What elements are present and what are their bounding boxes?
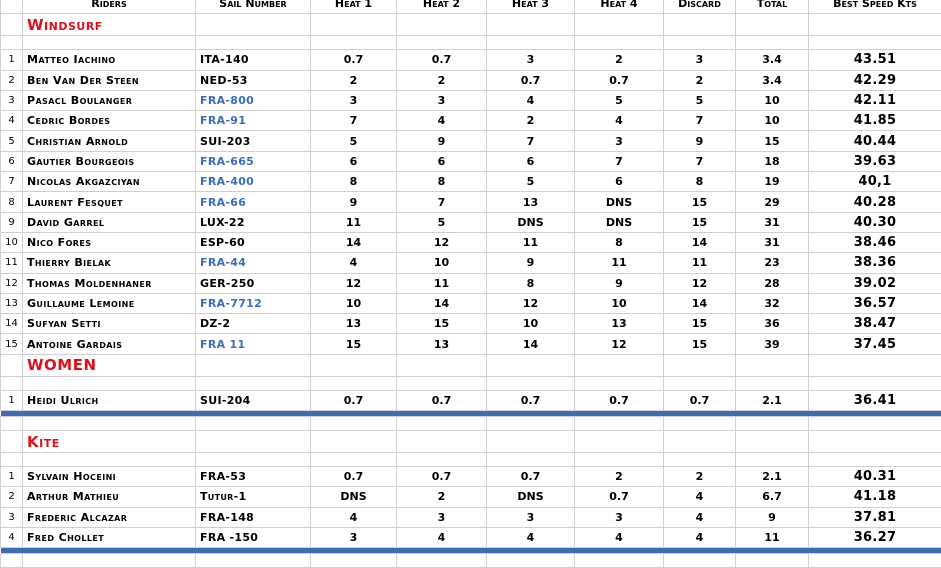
best-speed-cell: 38.47	[809, 314, 941, 334]
best-speed-cell: 39.63	[809, 151, 941, 171]
heat-2-cell: 4	[397, 111, 487, 131]
heat-3-cell: 0.7	[487, 467, 575, 487]
sail-number-cell: FRA-66	[196, 192, 311, 212]
heat-4-cell: 2	[575, 467, 664, 487]
heat-3-cell: 3	[487, 50, 575, 70]
header-riders: Riders	[23, 0, 196, 14]
heat-3-cell: 10	[487, 314, 575, 334]
best-speed-cell: 36.41	[809, 390, 941, 410]
sail-number-cell: FRA-7712	[196, 293, 311, 313]
header-heat-4: Heat 4	[575, 0, 664, 14]
rank-cell: 4	[1, 527, 23, 547]
heat-3-cell: 7	[487, 131, 575, 151]
heat-4-cell: 0.7	[575, 487, 664, 507]
total-cell: 29	[736, 192, 809, 212]
heat-4-cell: 8	[575, 232, 664, 252]
heat-4-cell: 6	[575, 172, 664, 192]
sail-number-cell: FRA-800	[196, 90, 311, 110]
table-row	[1, 111, 941, 131]
table-row	[1, 232, 941, 252]
sail-number-cell: FRA -150	[196, 527, 311, 547]
best-speed-cell: 38.36	[809, 253, 941, 273]
heat-4-cell: 13	[575, 314, 664, 334]
rank-cell: 1	[1, 467, 23, 487]
best-speed-cell: 41.18	[809, 487, 941, 507]
heat-2-cell: 2	[397, 487, 487, 507]
rider-name-cell: Arthur Mathieu	[23, 487, 196, 507]
total-cell: 10	[736, 90, 809, 110]
sail-number-cell: GER-250	[196, 273, 311, 293]
sail-number-cell: FRA 11	[196, 334, 311, 354]
heat-2-cell: 2	[397, 70, 487, 90]
rider-name-cell: David Garrel	[23, 212, 196, 232]
table-row	[1, 467, 941, 487]
table-row	[1, 172, 941, 192]
spacer-row	[1, 376, 941, 390]
heat-2-cell: 3	[397, 507, 487, 527]
heat-2-cell: 15	[397, 314, 487, 334]
heat-3-cell: 8	[487, 273, 575, 293]
rider-name-cell: Fred Chollet	[23, 527, 196, 547]
table-row	[1, 192, 941, 212]
best-speed-cell: 40.28	[809, 192, 941, 212]
best-speed-cell: 37.81	[809, 507, 941, 527]
best-speed-cell: 42.29	[809, 70, 941, 90]
heat-1-cell: 15	[311, 334, 397, 354]
total-cell: 3.4	[736, 50, 809, 70]
heat-1-cell: 0.7	[311, 467, 397, 487]
rank-cell: 14	[1, 314, 23, 334]
discard-cell: 2	[664, 467, 736, 487]
heat-3-cell: 11	[487, 232, 575, 252]
rider-name-cell: Sylvain Hoceini	[23, 467, 196, 487]
heat-4-cell: DNS	[575, 192, 664, 212]
header-pos	[1, 0, 23, 14]
sail-number-cell: ITA-140	[196, 50, 311, 70]
heat-3-cell: 13	[487, 192, 575, 212]
heat-3-cell: 2	[487, 111, 575, 131]
heat-2-cell: 10	[397, 253, 487, 273]
rank-cell: 5	[1, 131, 23, 151]
heat-4-cell: 0.7	[575, 70, 664, 90]
rider-name-cell: Ben Van Der Steen	[23, 70, 196, 90]
table-row	[1, 70, 941, 90]
heat-4-cell: 11	[575, 253, 664, 273]
rank-cell: 6	[1, 151, 23, 171]
total-cell: 23	[736, 253, 809, 273]
heat-4-cell: DNS	[575, 212, 664, 232]
rank-cell: 3	[1, 507, 23, 527]
header-total: Total	[736, 0, 809, 14]
table-row	[1, 507, 941, 527]
total-cell: 31	[736, 212, 809, 232]
total-cell: 2.1	[736, 467, 809, 487]
heat-1-cell: 4	[311, 253, 397, 273]
rider-name-cell: Nico Fores	[23, 232, 196, 252]
best-speed-cell: 36.27	[809, 527, 941, 547]
heat-1-cell: 14	[311, 232, 397, 252]
discard-cell: 7	[664, 151, 736, 171]
best-speed-cell: 39.02	[809, 273, 941, 293]
heat-4-cell: 5	[575, 90, 664, 110]
heat-4-cell: 3	[575, 507, 664, 527]
heat-4-cell: 7	[575, 151, 664, 171]
discard-cell: 15	[664, 192, 736, 212]
spacer-row	[1, 453, 941, 467]
discard-cell: 14	[664, 232, 736, 252]
rider-name-cell: Frederic Alcazar	[23, 507, 196, 527]
rider-name-cell: Thomas Moldenhaner	[23, 273, 196, 293]
heat-2-cell: 3	[397, 90, 487, 110]
table-row	[1, 50, 941, 70]
heat-2-cell: 7	[397, 192, 487, 212]
sail-number-cell: FRA-44	[196, 253, 311, 273]
section-title-kite: Kite	[23, 431, 196, 453]
heat-3-cell: 12	[487, 293, 575, 313]
heat-2-cell: 12	[397, 232, 487, 252]
best-speed-cell: 40,1	[809, 172, 941, 192]
best-speed-cell: 37.45	[809, 334, 941, 354]
best-speed-cell: 40.31	[809, 467, 941, 487]
sail-number-cell: DZ-2	[196, 314, 311, 334]
sail-number-cell: NED-53	[196, 70, 311, 90]
table-row	[1, 293, 941, 313]
table-row	[1, 131, 941, 151]
table-row	[1, 527, 941, 547]
heat-1-cell: 12	[311, 273, 397, 293]
total-cell: 15	[736, 131, 809, 151]
sail-number-cell: SUI-204	[196, 390, 311, 410]
table-row	[1, 212, 941, 232]
rank-cell: 9	[1, 212, 23, 232]
table-row	[1, 90, 941, 110]
windsurf-results	[1, 50, 941, 354]
table-row	[1, 151, 941, 171]
discard-cell: 11	[664, 253, 736, 273]
heat-3-cell: 0.7	[487, 70, 575, 90]
header-heat-3: Heat 3	[487, 0, 575, 14]
heat-2-cell: 0.7	[397, 467, 487, 487]
heat-1-cell: 3	[311, 527, 397, 547]
total-cell: 3.4	[736, 70, 809, 90]
section-row-windsurf	[1, 14, 941, 36]
rank-cell: 8	[1, 192, 23, 212]
discard-cell: 15	[664, 334, 736, 354]
heat-3-cell: 3	[487, 507, 575, 527]
heat-1-cell: 2	[311, 70, 397, 90]
rank-cell: 2	[1, 70, 23, 90]
total-cell: 31	[736, 232, 809, 252]
discard-cell: 8	[664, 172, 736, 192]
heat-1-cell: 11	[311, 212, 397, 232]
heat-3-cell: 6	[487, 151, 575, 171]
section-row-kite	[1, 431, 941, 453]
table-row	[1, 273, 941, 293]
heat-2-cell: 5	[397, 212, 487, 232]
heat-1-cell: 8	[311, 172, 397, 192]
heat-1-cell: 0.7	[311, 390, 397, 410]
sail-number-cell: SUI-203	[196, 131, 311, 151]
heat-1-cell: 10	[311, 293, 397, 313]
heat-4-cell: 4	[575, 111, 664, 131]
rank-cell: 13	[1, 293, 23, 313]
heat-2-cell: 13	[397, 334, 487, 354]
total-cell: 10	[736, 111, 809, 131]
discard-cell: 4	[664, 507, 736, 527]
best-speed-cell: 38.46	[809, 232, 941, 252]
heat-3-cell: DNS	[487, 212, 575, 232]
heat-1-cell: 9	[311, 192, 397, 212]
heat-2-cell: 11	[397, 273, 487, 293]
heat-2-cell: 4	[397, 527, 487, 547]
sail-number-cell: FRA-91	[196, 111, 311, 131]
sail-number-cell: FRA-148	[196, 507, 311, 527]
sail-number-cell: FRA-53	[196, 467, 311, 487]
discard-cell: 14	[664, 293, 736, 313]
discard-cell: 7	[664, 111, 736, 131]
best-speed-cell: 40.30	[809, 212, 941, 232]
sail-number-cell: ESP-60	[196, 232, 311, 252]
rider-name-cell: Pasacl Boulanger	[23, 90, 196, 110]
rider-name-cell: Heidi Ulrich	[23, 390, 196, 410]
discard-cell: 3	[664, 50, 736, 70]
rider-name-cell: Gautier Bourgeois	[23, 151, 196, 171]
heat-1-cell: 4	[311, 507, 397, 527]
heat-2-cell: 8	[397, 172, 487, 192]
discard-cell: 15	[664, 212, 736, 232]
header-heat-1: Heat 1	[311, 0, 397, 14]
heat-3-cell: 0.7	[487, 390, 575, 410]
rank-cell: 1	[1, 390, 23, 410]
rank-cell: 7	[1, 172, 23, 192]
total-cell: 18	[736, 151, 809, 171]
heat-1-cell: 6	[311, 151, 397, 171]
discard-cell: 4	[664, 527, 736, 547]
heat-4-cell: 4	[575, 527, 664, 547]
discard-cell: 0.7	[664, 390, 736, 410]
sail-number-cell: Tutur-1	[196, 487, 311, 507]
kite-results	[1, 467, 941, 548]
header-discard: Discard	[664, 0, 736, 14]
discard-cell: 2	[664, 70, 736, 90]
table-row	[1, 314, 941, 334]
rider-name-cell: Nicolas Akgazciyan	[23, 172, 196, 192]
heat-2-cell: 0.7	[397, 50, 487, 70]
header-sail-number: Sail Number	[196, 0, 311, 14]
total-cell: 19	[736, 172, 809, 192]
rank-cell: 15	[1, 334, 23, 354]
heat-4-cell: 2	[575, 50, 664, 70]
heat-4-cell: 12	[575, 334, 664, 354]
heat-2-cell: 14	[397, 293, 487, 313]
sail-number-cell: FRA-665	[196, 151, 311, 171]
total-cell: 9	[736, 507, 809, 527]
total-cell: 6.7	[736, 487, 809, 507]
rider-name-cell: Antoine Gardais	[23, 334, 196, 354]
discard-cell: 15	[664, 314, 736, 334]
rider-name-cell: Sufyan Setti	[23, 314, 196, 334]
heat-3-cell: 9	[487, 253, 575, 273]
rider-name-cell: Matteo Iachino	[23, 50, 196, 70]
total-cell: 36	[736, 314, 809, 334]
spacer-row	[1, 36, 941, 50]
rider-name-cell: Guillaume Lemoine	[23, 293, 196, 313]
heat-3-cell: DNS	[487, 487, 575, 507]
section-row-women	[1, 354, 941, 376]
sail-number-cell: FRA-400	[196, 172, 311, 192]
total-cell: 39	[736, 334, 809, 354]
rank-cell: 2	[1, 487, 23, 507]
rider-name-cell: Cedric Bordes	[23, 111, 196, 131]
discard-cell: 4	[664, 487, 736, 507]
rank-cell: 11	[1, 253, 23, 273]
spacer-row	[1, 554, 941, 568]
best-speed-cell: 41.85	[809, 111, 941, 131]
table-row	[1, 334, 941, 354]
total-cell: 32	[736, 293, 809, 313]
total-cell: 2.1	[736, 390, 809, 410]
rank-cell: 10	[1, 232, 23, 252]
heat-4-cell: 3	[575, 131, 664, 151]
best-speed-cell: 42.11	[809, 90, 941, 110]
women-results	[1, 390, 941, 410]
discard-cell: 5	[664, 90, 736, 110]
heat-1-cell: 5	[311, 131, 397, 151]
rank-cell: 4	[1, 111, 23, 131]
heat-1-cell: 3	[311, 90, 397, 110]
heat-4-cell: 10	[575, 293, 664, 313]
table-row	[1, 253, 941, 273]
section-title-women: WOMEN	[23, 354, 196, 376]
table-row	[1, 390, 941, 410]
rank-cell: 3	[1, 90, 23, 110]
heat-1-cell: 13	[311, 314, 397, 334]
header-heat-2: Heat 2	[397, 0, 487, 14]
spacer-row	[1, 417, 941, 431]
discard-cell: 12	[664, 273, 736, 293]
rider-name-cell: Thierry Bielak	[23, 253, 196, 273]
discard-cell: 9	[664, 131, 736, 151]
heat-1-cell: 7	[311, 111, 397, 131]
header-best-speed: Best Speed Kts	[809, 0, 941, 14]
total-cell: 11	[736, 527, 809, 547]
heat-4-cell: 9	[575, 273, 664, 293]
heat-3-cell: 14	[487, 334, 575, 354]
heat-3-cell: 4	[487, 527, 575, 547]
rider-name-cell: Christian Arnold	[23, 131, 196, 151]
heat-1-cell: DNS	[311, 487, 397, 507]
total-cell: 28	[736, 273, 809, 293]
header-row	[1, 0, 941, 14]
best-speed-cell: 43.51	[809, 50, 941, 70]
heat-3-cell: 4	[487, 90, 575, 110]
table-row	[1, 487, 941, 507]
heat-3-cell: 5	[487, 172, 575, 192]
best-speed-cell: 36.57	[809, 293, 941, 313]
heat-2-cell: 6	[397, 151, 487, 171]
heat-4-cell: 0.7	[575, 390, 664, 410]
sail-number-cell: LUX-22	[196, 212, 311, 232]
heat-1-cell: 0.7	[311, 50, 397, 70]
rider-name-cell: Laurent Fesquet	[23, 192, 196, 212]
heat-2-cell: 9	[397, 131, 487, 151]
rank-cell: 1	[1, 50, 23, 70]
rank-cell: 12	[1, 273, 23, 293]
section-title-windsurf: Windsurf	[23, 14, 196, 36]
heat-2-cell: 0.7	[397, 390, 487, 410]
best-speed-cell: 40.44	[809, 131, 941, 151]
